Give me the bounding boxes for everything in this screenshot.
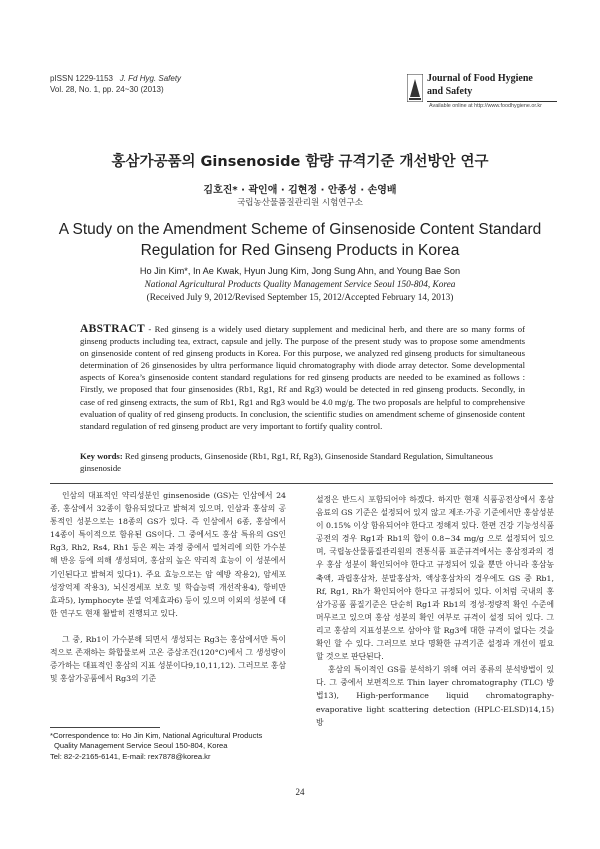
footnote-line: Tel: 82-2-2165-6141, E-mail: rex7878@korea.kr: [50, 751, 211, 761]
keywords-label: Key words:: [80, 451, 123, 461]
correspondence-footnote: [50, 731, 290, 762]
received-dates: (Received July 9, 2012/Revised September 15, 2012/Accepted February 14, 2013): [146, 293, 454, 303]
english-title: [20, 219, 580, 261]
journal-abbrev: J. Fd Hyg. Safety: [119, 74, 182, 83]
journal-logo-icon: [407, 74, 423, 102]
body-paragraph: 인삼의 대표적인 약리성분인 ginsenoside (GS)는 인삼에서 24종, 홍삼에서 32종이 함유되었다고 밝혀져 있으며, 인삼과 홍삼의 공통적인 성분으로는 18종의 GS가 있다. 즉 인삼에서 6종, 홍삼에서 14종이 특이적으로 함유된 GS이다. 그 중에서도 홍삼 특유의 GS인 Rg3, Rh2, Rs4, Rh1 등은 찌는 과정 중에서 열처리에 의한 가수분해 반응 등에 의해 생성되며, 홍삼의 높은 약리적 효능이 이 성분에서 기인된다고 밝혀져 있다1). 주요 효능으로는 암 예방 작용2), 암세포 성장억제 작용3), 뇌신경세포 보호 및 학습능력 개선작용4), 항비만 효과5), lymphocyte 분열 억제효과6) 등이 있으며 이외의 성분에 대한 연구도 현재 활발히 진행되고 있다.: [50, 491, 286, 618]
footnote-line: Quality Management Service Seoul 150-804, Korea: [54, 741, 228, 751]
section-divider: [50, 483, 553, 484]
korean-affiliation: 국립농산물품질관리원 시험연구소: [237, 198, 363, 208]
footnote-line: *Correspondence to: Ho Jin Kim, National Agricultural Products: [50, 731, 263, 740]
logo-title: [427, 72, 533, 98]
footnote-rule: [50, 727, 160, 728]
page-number: 24: [295, 787, 305, 797]
journal-header: [50, 73, 181, 95]
volume-line: Vol. 28, No. 1, pp. 24~30 (2013): [50, 85, 164, 94]
english-title-line1: A Study on the Amendment Scheme of Ginsenoside Content Standard: [58, 221, 542, 238]
keywords: [80, 450, 525, 474]
logo-url: Available online at http://www.foodhygiene.or.kr: [429, 103, 542, 109]
english-title-line2: Regulation for Red Ginseng Products in Korea: [140, 242, 460, 259]
logo-rule: [427, 101, 557, 102]
body-paragraph: 홍삼의 특이적인 GS를 분석하기 위해 여러 종류의 분석방법이 있다. 그 중에서 보편적으로 Thin layer chromatography (TLC) 방법13), High-performance liquid chromatography-evaporative light scattering detection (HPLC-ELSD)14,15) 방: [316, 665, 554, 727]
issn: pISSN 1229-1153: [50, 74, 114, 83]
english-affiliation: National Agricultural Products Quality Management Service Seoul 150-804, Korea: [144, 280, 456, 290]
keywords-text: Red ginseng products, Ginsenoside (Rb1, Rg1, Rf, Rg3), Ginsenoside Standard Regulation, Simultaneous ginsenoside: [80, 451, 493, 474]
abstract-label: ABSTRACT: [80, 323, 146, 335]
logo-title-line1: Journal of Food Hygiene: [427, 73, 533, 84]
body-paragraph: 설정은 반드시 포함되어야 하겠다. 하지만 현재 식품공전상에서 홍삼음료의 GS 기준은 설정되어 있지 않고 제조·가공 기준에서만 홍삼성분이 0.15% 이상 함유되어야 한다고 정해져 있다. 한편 건강 기능성식품공전의 경우 Rg1과 Rb1의 합이 0.8~34 mg/g 으로 설정되어 있으며, 국립농산물품질관리원의 전통식품 표준규격에서는 홍삼정과의 경우 홍삼 성분이 확인되어야 한다고 규정되어 있을 뿐만 아니라 홍삼농축액, 과립홍삼차, 분말홍삼차, 액상홍삼차의 경우에도 GS 중 Rb1, Rf, Rg1, Rh가 확인되어야 한다고 규정되어 있다. 이처럼 국내의 홍삼가공품 품질기준은 단순히 Rg1과 Rb1의 정성·정량적 확인 수준에 머무르고 있으며 홍삼 성분의 확인 여부로 규격이 설정 되어 있다. 그리고 홍삼의 지표성분으로 삼아야 할 Rg3에 대한 규격이 없다는 것을 확인 할 수 있다. 그러므로 보다 명확한 규격기준 설정과 개선이 필요할 것으로 판단된다.: [316, 495, 554, 662]
body-right-column: [316, 493, 554, 729]
abstract-text: - Red ginseng is a widely used dietary supplement and medicinal herb, and there are so many forms of ginseng products including tea, extract, capsule and jelly. The purpose of the present study was to propose some amendments on ginsenoside content of red ginseng products in Korea. For this purpose, we analyzed red ginseng products for simultaneous determination of 26 ginsenosides by ultra performance liquid chromatography with diode array detector. Some developmental aspects of Korea’s ginsenoside content standard regulations for red ginseng products are needed to be examined as follows : Firstly, we proposed that four ginsenosides (Rb1, Rg1, Rf and Rg3) would be detected in red ginseng products. Secondly, in case of red ginseng extracts, the sum of Rb1, Rg1 and Rg3 would be 4.0 mg/g. The two proposals are helpful to comprehensive evaluation of quality of red ginseng products. In conclusion, the scientific studies on amendment scheme of ginsenoside content standard regulation of red ginseng product are very important to fortify quality control.: [80, 324, 525, 431]
abstract: [80, 323, 525, 432]
body-left-column: [50, 489, 286, 685]
korean-authors: 김호진* · 곽인애 · 김현정 · 안종성 · 손영배: [203, 185, 397, 196]
english-authors: Ho Jin Kim*, In Ae Kwak, Hyun Jung Kim, Jong Sung Ahn, and Young Bae Son: [139, 266, 461, 276]
korean-title: 홍삼가공품의 Ginsenoside 함량 규격기준 개선방안 연구: [111, 154, 489, 170]
body-paragraph: 그 중, Rb1이 가수분해 되면서 생성되는 Rg3는 홍삼에서만 특이적으로 존재하는 화합물로써 고온 증삼조건(120°C)에서 그 생성량이 증가하는 대표적인 홍삼의 지표 성분이다9,10,11,12). 그러므로 홍삼 및 홍삼가공품에서 Rg3의 기준: [50, 634, 286, 684]
logo-title-line2: and Safety: [427, 86, 473, 97]
